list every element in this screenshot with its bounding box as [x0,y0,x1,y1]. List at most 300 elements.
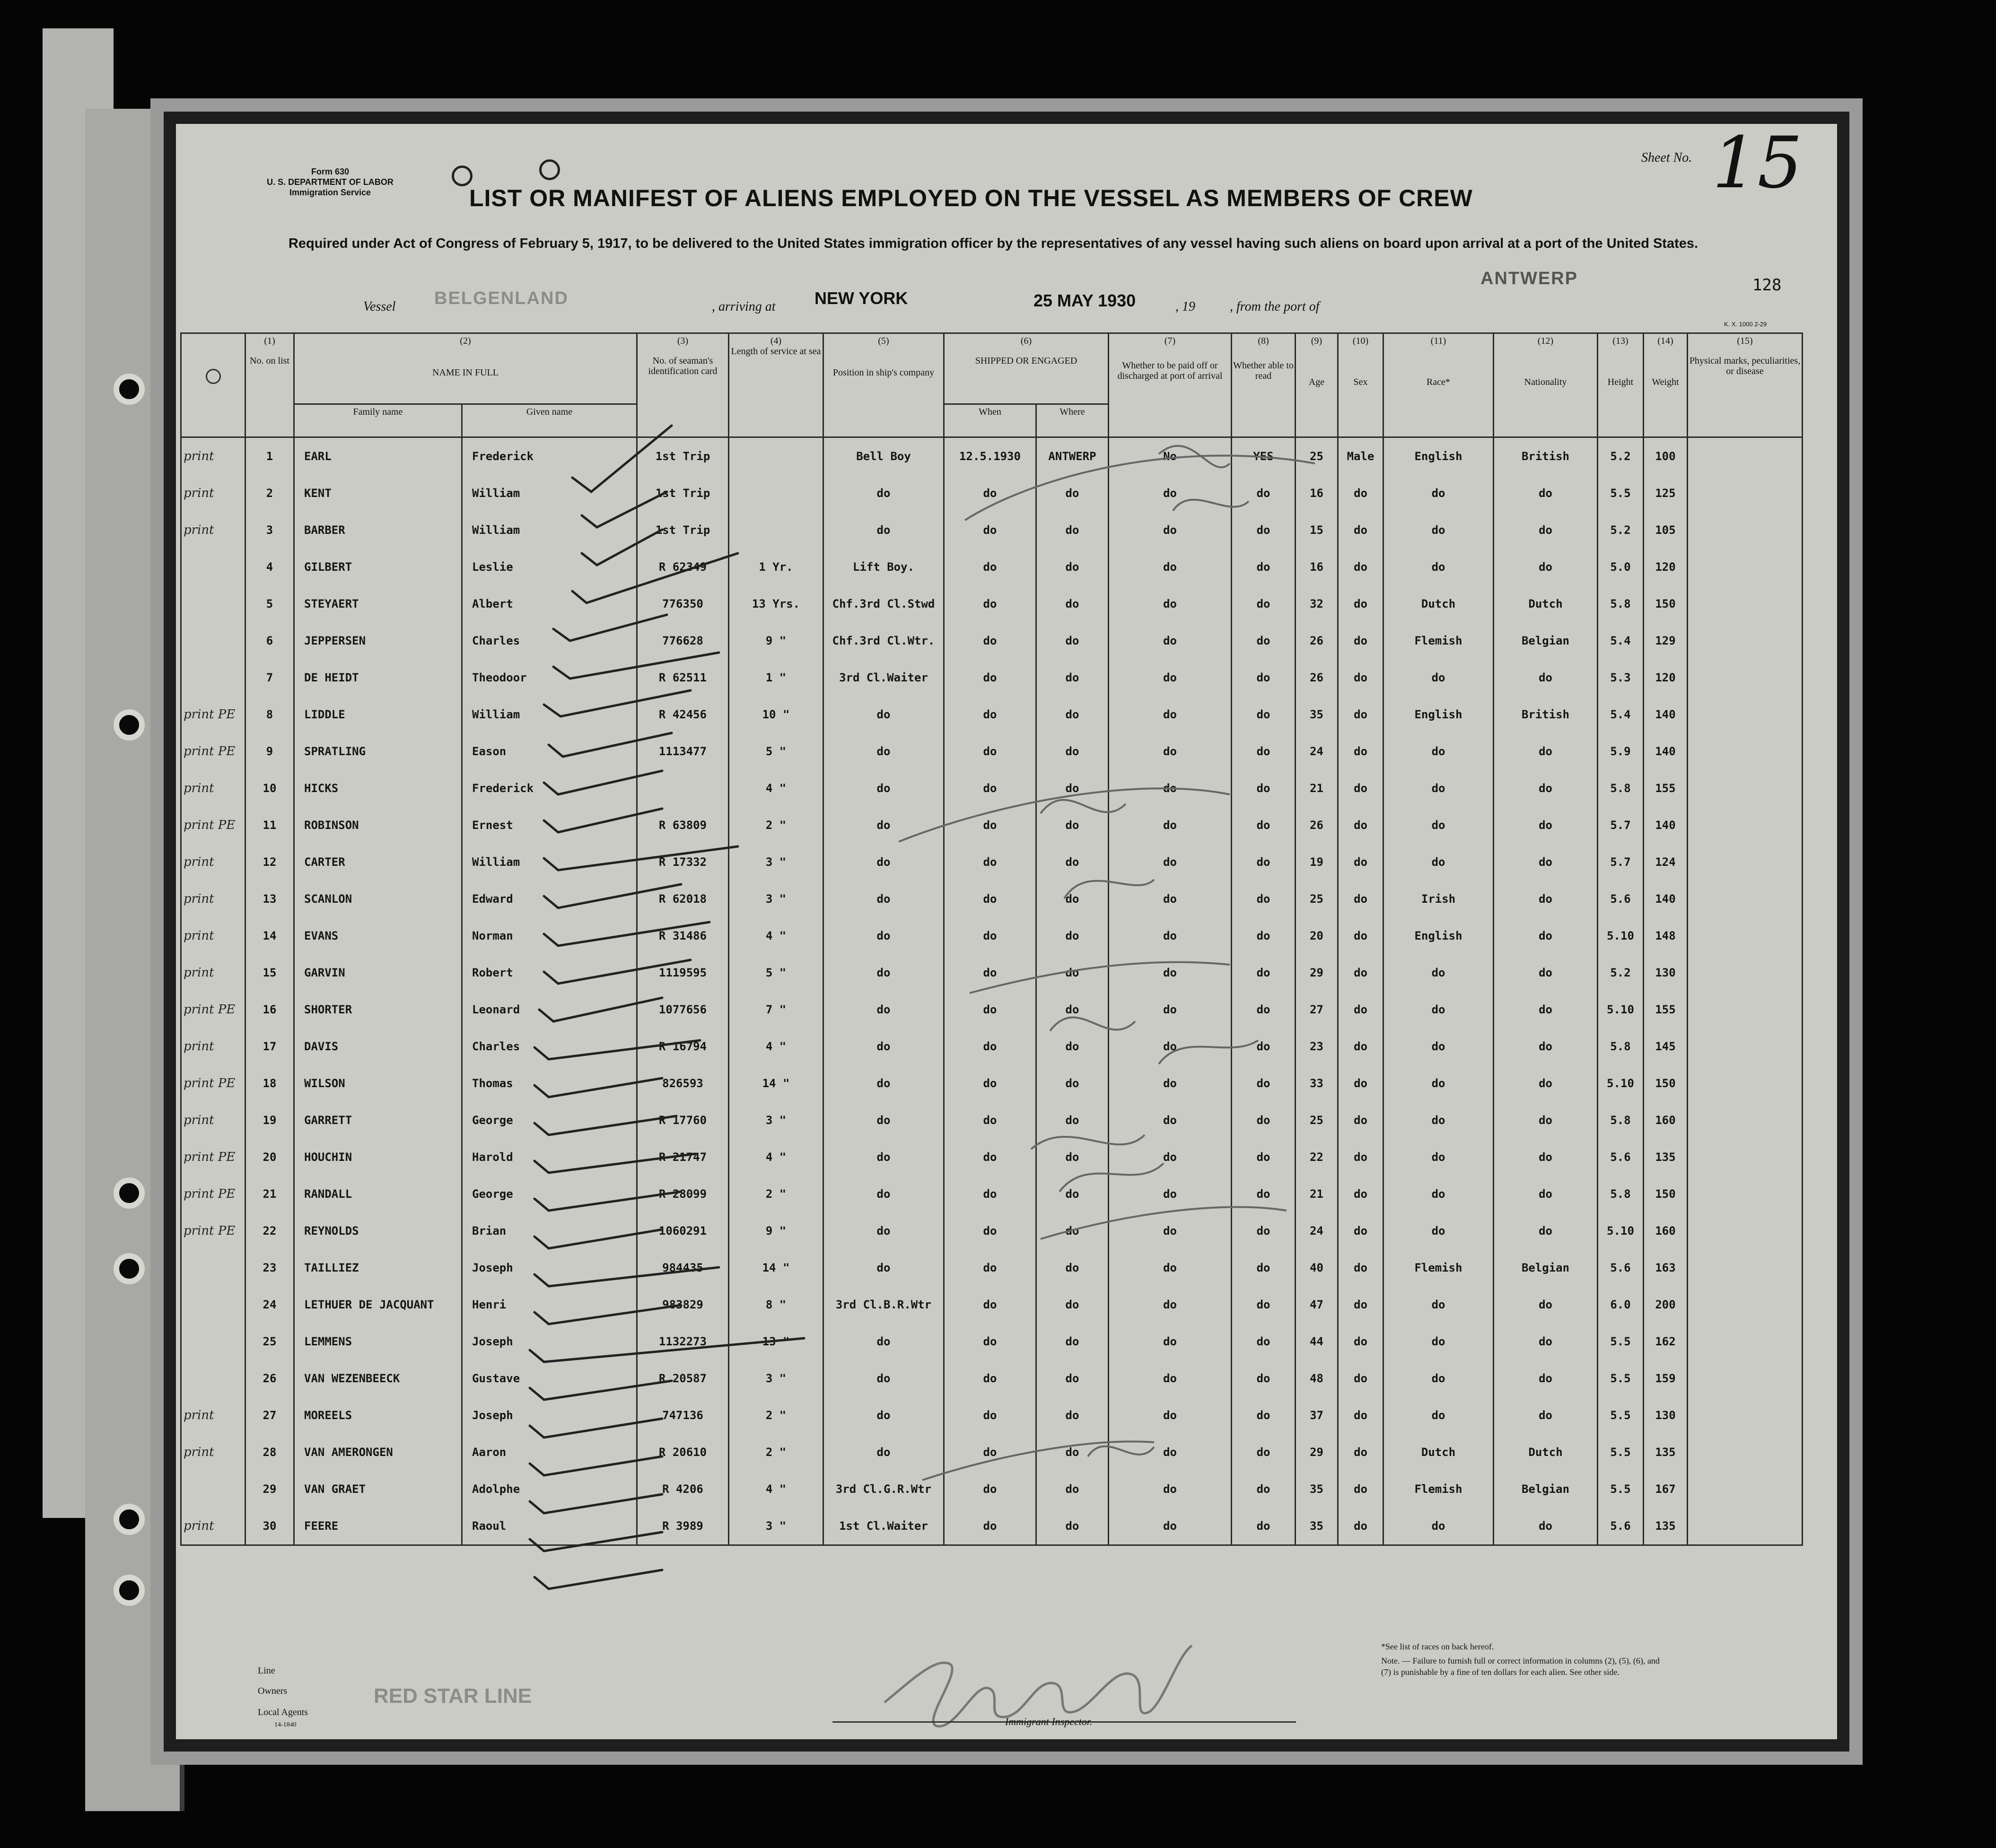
shipped-where-cell: do [1036,917,1109,954]
row-number-cell: 19 [245,1102,294,1139]
able-to-read-cell: do [1232,1286,1296,1323]
id-card-number-cell: 776350 [637,585,729,622]
col-service-header: (4) Length of service at sea [729,333,823,437]
age-cell: 35 [1296,696,1338,733]
ship-position-cell: do [823,807,944,844]
id-card-number-cell: 984435 [637,1249,729,1286]
check-mark-icon [534,1229,662,1248]
sex-cell: do [1338,1323,1383,1360]
family-name-cell: WILSON [294,1065,462,1102]
margin-note-cell: print [181,1028,245,1065]
ship-position-cell: do [823,1176,944,1212]
shipped-when-cell: do [944,1397,1036,1434]
service-length-cell: 9 " [729,622,823,659]
nationality-cell: do [1494,770,1598,807]
inspector-initials-icon [899,788,1230,898]
id-card-number-cell: R 31486 [637,917,729,954]
age-cell: 48 [1296,1360,1338,1397]
nationality-cell: do [1494,991,1598,1028]
nationality-cell: British [1494,696,1598,733]
check-mark-icon [530,1456,662,1475]
sex-cell: do [1338,1065,1383,1102]
weight-cell: 150 [1644,585,1688,622]
family-name-cell: GILBERT [294,549,462,585]
ship-position-cell: Lift Boy. [823,549,944,585]
fine-footnote: Note. — Failure to furnish full or correct information in columns (2), (5), (6), and (7) is punishable by a fine of ten dollars for each alien. See other side. [1381,1656,1660,1677]
weight-cell: 163 [1644,1249,1688,1286]
id-card-number-cell: R 42456 [637,696,729,733]
family-name-cell: FEERE [294,1508,462,1545]
weight-cell: 148 [1644,917,1688,954]
weight-cell: 124 [1644,844,1688,880]
nationality-cell: do [1494,1102,1598,1139]
shipped-when-cell: do [944,1176,1036,1212]
shipped-where-cell: do [1036,1102,1109,1139]
nationality-cell: do [1494,1286,1598,1323]
ship-position-cell: do [823,844,944,880]
row-number-cell: 15 [245,954,294,991]
row-number-cell: 6 [245,622,294,659]
check-mark-icon [572,426,672,492]
sex-cell: do [1338,1212,1383,1249]
service-length-cell: 1 Yr. [729,549,823,585]
check-mark-icon [530,1381,672,1400]
row-number-cell: 2 [245,475,294,512]
shipped-when-cell: do [944,1065,1036,1102]
sex-cell: do [1338,733,1383,770]
family-name-cell: SPRATLING [294,733,462,770]
race-cell: do [1383,1286,1494,1323]
check-mark-icon [544,809,662,832]
id-card-number-cell: 1st Trip [637,512,729,549]
shipped-where-cell: do [1036,1323,1109,1360]
inspector-label: Immigrant Inspector. [1005,1716,1093,1727]
sex-cell: do [1338,659,1383,696]
race-cell: do [1383,1065,1494,1102]
shipped-where-cell: do [1036,844,1109,880]
shipped-when-cell: do [944,1102,1036,1139]
shipped-when-cell: do [944,1286,1036,1323]
able-to-read-cell: do [1232,1176,1296,1212]
age-cell: 22 [1296,1139,1338,1176]
shipped-when-cell: do [944,696,1036,733]
age-cell: 40 [1296,1249,1338,1286]
service-length-cell: 5 " [729,954,823,991]
row-number-cell: 8 [245,696,294,733]
shipped-where-cell: do [1036,585,1109,622]
able-to-read-cell: do [1232,1397,1296,1434]
given-name-cell: Albert [462,585,637,622]
race-cell: do [1383,1212,1494,1249]
paid-off-cell: do [1109,880,1232,917]
paid-off-cell: do [1109,1102,1232,1139]
shipped-where-cell: do [1036,770,1109,807]
col-given-name-header: Given name [462,404,637,437]
id-card-number-cell: R 16794 [637,1028,729,1065]
shipped-when-cell: do [944,549,1036,585]
row-number-cell: 30 [245,1508,294,1545]
ship-position-cell: do [823,696,944,733]
nationality-cell: British [1494,437,1598,475]
sex-cell: do [1338,917,1383,954]
race-cell: do [1383,1397,1494,1434]
weight-cell: 135 [1644,1508,1688,1545]
ship-position-cell: do [823,1065,944,1102]
service-length-cell: 3 " [729,1508,823,1545]
paid-off-cell: do [1109,991,1232,1028]
id-card-number-cell: 1st Trip [637,437,729,475]
nationality-cell: do [1494,917,1598,954]
ship-position-cell: Bell Boy [823,437,944,475]
margin-note-cell: print [181,917,245,954]
sex-cell: do [1338,770,1383,807]
weight-cell: 150 [1644,1065,1688,1102]
race-cell: Dutch [1383,1434,1494,1471]
family-name-cell: EVANS [294,917,462,954]
id-card-number-cell: R 62349 [637,549,729,585]
age-cell: 26 [1296,659,1338,696]
race-cell: do [1383,1323,1494,1360]
weight-cell: 160 [1644,1212,1688,1249]
family-name-cell: GARVIN [294,954,462,991]
row-number-cell: 7 [245,659,294,696]
row-number-cell: 13 [245,880,294,917]
nationality-cell: Belgian [1494,1471,1598,1508]
age-cell: 15 [1296,512,1338,549]
height-cell: 5.5 [1598,1434,1644,1471]
service-length-cell: 8 " [729,1286,823,1323]
sex-cell: do [1338,549,1383,585]
sex-cell: do [1338,1139,1383,1176]
age-cell: 26 [1296,622,1338,659]
sex-cell: do [1338,1286,1383,1323]
weight-cell: 120 [1644,549,1688,585]
height-cell: 5.2 [1598,512,1644,549]
race-cell: Irish [1383,880,1494,917]
row-number-cell: 25 [245,1323,294,1360]
nationality-cell: do [1494,1139,1598,1176]
vessel-name-stamp: BELGENLAND [434,288,569,308]
check-mark-icon [582,492,667,527]
paid-off-cell: do [1109,512,1232,549]
height-cell: 5.10 [1598,991,1644,1028]
race-cell: do [1383,512,1494,549]
service-length-cell: 10 " [729,696,823,733]
weight-cell: 105 [1644,512,1688,549]
nationality-cell: do [1494,1323,1598,1360]
margin-note-cell: print PE [181,1139,245,1176]
id-card-number-cell: 1132273 [637,1323,729,1360]
shipped-where-cell: do [1036,1139,1109,1176]
height-cell: 5.8 [1598,1176,1644,1212]
given-name-cell: Charles [462,1028,637,1065]
ship-position-cell: do [823,1212,944,1249]
page-number: 128 [1752,276,1782,295]
race-cell: English [1383,437,1494,475]
ship-position-cell: 3rd Cl.G.R.Wtr [823,1471,944,1508]
check-mark-icon [549,733,672,757]
age-cell: 25 [1296,437,1338,475]
service-length-cell: 2 " [729,1434,823,1471]
line-name-stamp: RED STAR LINE [374,1684,532,1708]
height-cell: 5.10 [1598,917,1644,954]
able-to-read-cell: do [1232,733,1296,770]
check-mark-icon [544,960,691,984]
row-number-cell: 18 [245,1065,294,1102]
shipped-when-cell: do [944,844,1036,880]
col-sex-header: (10) Sex [1338,333,1383,437]
id-card-number-cell: 1st Trip [637,475,729,512]
given-name-cell: Henri [462,1286,637,1323]
row-number-cell: 24 [245,1286,294,1323]
race-cell: do [1383,475,1494,512]
service-length-cell: 2 " [729,1397,823,1434]
row-number-cell: 14 [245,917,294,954]
id-card-number-cell: R 21747 [637,1139,729,1176]
height-cell: 5.4 [1598,696,1644,733]
family-name-cell: BARBER [294,512,462,549]
weight-cell: 150 [1644,1176,1688,1212]
row-number-cell: 22 [245,1212,294,1249]
nationality-cell: do [1494,512,1598,549]
paid-off-cell: do [1109,1028,1232,1065]
given-name-cell: William [462,696,637,733]
ship-position-cell: 1st Cl.Waiter [823,1508,944,1545]
agents-code: 14-1840 [274,1721,297,1728]
service-length-cell: 4 " [729,917,823,954]
check-mark-icon [534,1305,681,1324]
nationality-cell: do [1494,549,1598,585]
paid-off-cell: do [1109,1176,1232,1212]
able-to-read-cell: do [1232,807,1296,844]
service-length-cell: 3 " [729,1102,823,1139]
weight-cell: 130 [1644,954,1688,991]
nationality-cell: do [1494,1397,1598,1434]
height-cell: 5.8 [1598,585,1644,622]
race-cell: do [1383,1028,1494,1065]
age-cell: 16 [1296,475,1338,512]
ship-position-cell: do [823,1102,944,1139]
col-race-header: (11) Race* [1383,333,1494,437]
family-name-cell: VAN GRAET [294,1471,462,1508]
weight-cell: 120 [1644,659,1688,696]
col-shipped-header: (6) SHIPPED OR ENGAGED [944,333,1109,404]
ship-position-cell: 3rd Cl.B.R.Wtr [823,1286,944,1323]
service-length-cell: 13 Yrs. [729,585,823,622]
height-cell: 5.5 [1598,1397,1644,1434]
height-cell: 5.8 [1598,770,1644,807]
shipped-when-cell: do [944,1212,1036,1249]
row-number-cell: 28 [245,1434,294,1471]
sex-cell: do [1338,1471,1383,1508]
family-name-cell: TAILLIEZ [294,1249,462,1286]
row-number-cell: 1 [245,437,294,475]
given-name-cell: George [462,1102,637,1139]
shipped-when-cell: do [944,1249,1036,1286]
able-to-read-cell: do [1232,917,1296,954]
service-length-cell: 3 " [729,880,823,917]
department-name: U. S. DEPARTMENT OF LABOR [267,177,394,187]
service-length-cell: 3 " [729,844,823,880]
margin-note-cell: print PE [181,1065,245,1102]
age-cell: 21 [1296,1176,1338,1212]
col-physical-marks-header: (15) Physical marks, peculiarities, or disease [1688,333,1803,437]
age-cell: 21 [1296,770,1338,807]
given-name-cell: Ernest [462,807,637,844]
margin-note-cell: print PE [181,1212,245,1249]
height-cell: 5.5 [1598,475,1644,512]
check-mark-icon [534,1040,700,1059]
nationality-cell: do [1494,880,1598,917]
shipped-when-cell: do [944,512,1036,549]
col-where-header: Where [1036,404,1109,437]
row-number-cell: 17 [245,1028,294,1065]
from-port-label: , from the port of [1230,299,1320,314]
service-length-cell: 4 " [729,1471,823,1508]
able-to-read-cell: do [1232,770,1296,807]
margin-note-cell: print [181,1434,245,1471]
age-cell: 25 [1296,880,1338,917]
shipped-when-cell: do [944,585,1036,622]
ship-position-cell: do [823,954,944,991]
given-name-cell: Norman [462,917,637,954]
age-cell: 29 [1296,954,1338,991]
shipped-when-cell: do [944,807,1036,844]
given-name-cell: Eason [462,733,637,770]
given-name-cell: Robert [462,954,637,991]
able-to-read-cell: do [1232,512,1296,549]
sex-cell: do [1338,1028,1383,1065]
height-cell: 5.6 [1598,1508,1644,1545]
race-cell: English [1383,917,1494,954]
family-name-cell: VAN WEZENBEECK [294,1360,462,1397]
race-cell: do [1383,1508,1494,1545]
paid-off-cell: do [1109,733,1232,770]
check-mark-icon [534,1192,681,1211]
height-cell: 5.3 [1598,659,1644,696]
sex-cell: do [1338,585,1383,622]
margin-note-cell: print PE [181,807,245,844]
able-to-read-cell: do [1232,880,1296,917]
margin-note-cell: print [181,880,245,917]
id-card-number-cell: R 63809 [637,807,729,844]
margin-note-cell: print PE [181,991,245,1028]
family-name-cell: REYNOLDS [294,1212,462,1249]
race-cell: do [1383,659,1494,696]
height-cell: 5.8 [1598,1028,1644,1065]
paid-off-cell: do [1109,1212,1232,1249]
able-to-read-cell: do [1232,1434,1296,1471]
height-cell: 5.10 [1598,1212,1644,1249]
margin-note-cell: print [181,437,245,475]
shipped-where-cell: do [1036,807,1109,844]
shipped-when-cell: do [944,1360,1036,1397]
local-agents-label: Local Agents [258,1707,308,1717]
departure-port-stamp: ANTWERP [1480,269,1578,288]
shipped-where-cell: do [1036,1508,1109,1545]
shipped-when-cell: do [944,880,1036,917]
race-cell: do [1383,954,1494,991]
check-mark-icon [534,1078,662,1097]
nationality-cell: Dutch [1494,1434,1598,1471]
nationality-cell: do [1494,1212,1598,1249]
sex-cell: do [1338,880,1383,917]
shipped-where-cell: do [1036,1360,1109,1397]
able-to-read-cell: do [1232,1360,1296,1397]
sex-cell: Male [1338,437,1383,475]
nationality-cell: Belgian [1494,1249,1598,1286]
check-mark-icon [572,553,738,603]
sex-cell: do [1338,1249,1383,1286]
inspector-initials-icon [965,446,1315,520]
nationality-cell: do [1494,1360,1598,1397]
able-to-read-cell: do [1232,622,1296,659]
document-title: LIST OR MANIFEST OF ALIENS EMPLOYED ON THE VESSEL AS MEMBERS OF CREW [469,185,1473,211]
able-to-read-cell: do [1232,549,1296,585]
paid-off-cell: do [1109,622,1232,659]
age-cell: 47 [1296,1286,1338,1323]
check-mark-icon [539,998,662,1021]
inspector-initials-icon [970,962,1258,1064]
family-name-cell: LEMMENS [294,1323,462,1360]
paid-off-cell: do [1109,844,1232,880]
margin-note-cell: print [181,770,245,807]
given-name-cell: Adolphe [462,1471,637,1508]
nationality-cell: do [1494,1065,1598,1102]
col-paid-off-header: (7) Whether to be paid off or discharged at port of arrival [1109,333,1232,437]
ship-position-cell: do [823,770,944,807]
sheet-number-label: Sheet No. [1641,150,1692,165]
margin-note-cell: print [181,1508,245,1545]
height-cell: 5.4 [1598,622,1644,659]
weight-cell: 200 [1644,1286,1688,1323]
shipped-when-cell: do [944,1028,1036,1065]
id-card-number-cell: R 62511 [637,659,729,696]
ship-position-cell: do [823,512,944,549]
shipped-when-cell: do [944,1434,1036,1471]
shipped-when-cell: do [944,1471,1036,1508]
margin-note-cell: print [181,1102,245,1139]
ship-position-cell: do [823,733,944,770]
owners-label: Owners [258,1686,288,1696]
race-cell: do [1383,807,1494,844]
check-mark-icon [553,653,719,679]
paid-off-cell: do [1109,1139,1232,1176]
paid-off-cell: do [1109,1065,1232,1102]
col-age-header: (9) Age [1296,333,1338,437]
shipped-where-cell: do [1036,880,1109,917]
sheet-number-value: 15 [1712,122,1803,204]
check-mark-icon [534,1116,676,1135]
weight-cell: 145 [1644,1028,1688,1065]
height-cell: 5.7 [1598,844,1644,880]
vessel-label: Vessel [363,299,396,314]
sex-cell: do [1338,991,1383,1028]
given-name-cell: Leonard [462,991,637,1028]
race-cell: do [1383,991,1494,1028]
shipped-when-cell: do [944,475,1036,512]
age-cell: 20 [1296,917,1338,954]
height-cell: 5.2 [1598,954,1644,991]
col-height-header: (13) Height [1598,333,1644,437]
race-cell: do [1383,1176,1494,1212]
row-number-cell: 9 [245,733,294,770]
family-name-cell: SHORTER [294,991,462,1028]
given-name-cell: Brian [462,1212,637,1249]
ship-position-cell: do [823,917,944,954]
id-card-number-cell: R 17760 [637,1102,729,1139]
age-cell: 19 [1296,844,1338,880]
